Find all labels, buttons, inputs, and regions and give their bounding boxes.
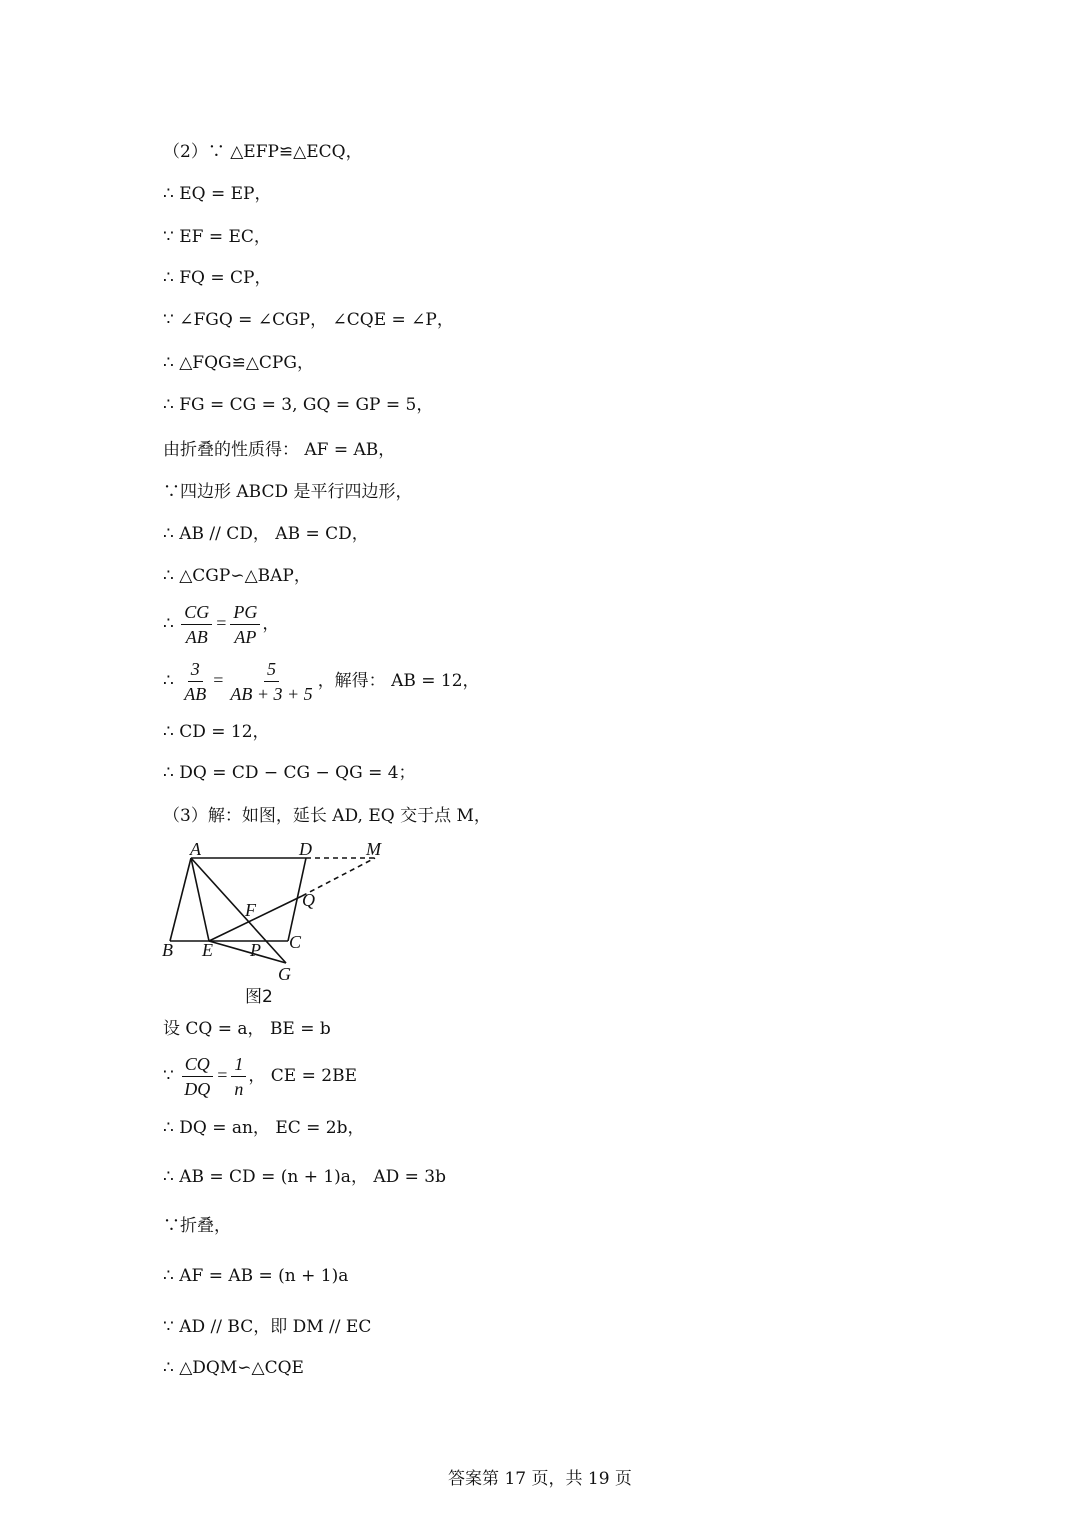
text-line-l23: ∵ AD // BC，即 DM // EC: [163, 1317, 372, 1337]
fraction-1-n: $\frac{1}{n}$: [231, 1052, 246, 1101]
text-line-l1: （2）∵ △EFP≌△ECQ，: [163, 142, 363, 162]
text-line-l11: ∴ △CGP∽△BAP，: [163, 566, 311, 586]
text-line-l22: ∴ AF = AB = (n + 1)a: [163, 1266, 349, 1286]
text-line-l20: ∴ AB = CD = (n + 1)a， AD = 3b: [163, 1167, 447, 1187]
text-line-l10: ∴ AB // CD， AB = CD，: [163, 524, 369, 544]
fraction-5-sum: $\frac{5}{AB + 3 + 5}$: [230, 659, 313, 704]
geometry-figure: [160, 838, 400, 1008]
equation-ratio-cg-ab: ∴ $\frac{CG}{AB}$ = $\frac{PG}{AP}$ ，: [163, 602, 280, 647]
label-f: F: [245, 900, 256, 920]
text-line-l9: ∵四边形 ABCD 是平行四边形，: [163, 482, 413, 502]
label-c: C: [289, 932, 302, 952]
label-m: M: [366, 839, 381, 859]
text-line-l16: （3）解：如图，延长 AD, EQ 交于点 M，: [163, 806, 491, 826]
segment-ae: [191, 858, 209, 941]
figure-caption: 图2: [245, 987, 273, 1007]
text-line-l17: 设 CQ = a， BE = b: [163, 1019, 331, 1039]
fraction-cg-ab: $\frac{CG}{AB}$: [181, 600, 212, 649]
segment-eg: [209, 941, 286, 963]
text-line-l3: ∵ EF = EC，: [163, 227, 271, 247]
fraction-cq-dq: $\frac{CQ}{DQ}$: [181, 1052, 213, 1101]
text-line-l2: ∴ EQ = EP，: [163, 184, 272, 204]
fraction-3-ab: $\frac{3}{AB}$: [184, 659, 207, 704]
label-d: D: [299, 839, 312, 859]
equation-solve-ab: ∴ $\frac{3}{AB}$ = $\frac{5}{AB + 3 + 5}$ ，解得： AB = 12，: [163, 659, 480, 704]
label-a: A: [190, 839, 201, 859]
text-line-l5: ∵ ∠FGQ = ∠CGP， ∠CQE = ∠P，: [163, 310, 454, 330]
text-line-l21: ∵折叠，: [163, 1216, 231, 1236]
label-g: G: [278, 964, 291, 984]
text-line-l15: ∴ DQ = CD − CG − QG = 4；: [163, 763, 416, 783]
label-q: Q: [302, 890, 315, 910]
equation-cq-dq: ∵ $\frac{CQ}{DQ}$ = $\frac{1}{n}$ ， CE = 2BE: [163, 1054, 357, 1099]
page-footer: 答案第 17 页，共 19 页: [448, 1469, 632, 1489]
label-e: E: [202, 940, 213, 960]
text-line-l19: ∴ DQ = an， EC = 2b，: [163, 1118, 365, 1138]
segment-ab: [170, 858, 191, 941]
label-p: P: [250, 940, 261, 960]
text-line-l7: ∴ FG = CG = 3, GQ = GP = 5，: [163, 395, 434, 415]
text-line-l14: ∴ CD = 12，: [163, 722, 270, 742]
text-line-l8: 由折叠的性质得： AF = AB，: [163, 440, 396, 460]
text-line-l6: ∴ △FQG≌△CPG，: [163, 353, 314, 373]
label-b: B: [162, 940, 173, 960]
fraction-pg-ap: $\frac{PG}{AP}$: [230, 600, 260, 649]
text-line-l24: ∴ △DQM∽△CQE: [163, 1358, 304, 1378]
text-line-l4: ∴ FQ = CP，: [163, 268, 272, 288]
